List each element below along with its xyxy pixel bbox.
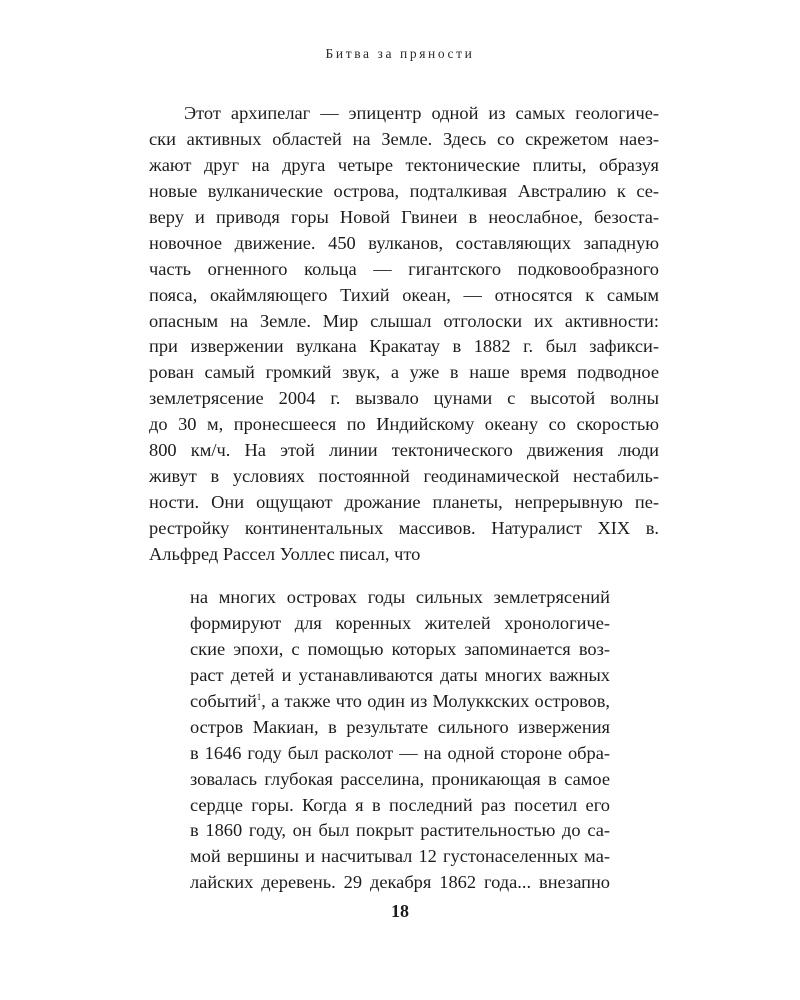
main-paragraph [149, 101, 659, 568]
quote-line: мой вершины и насчитывал 12 густонаселенных ма- [190, 846, 610, 867]
text-line: ски активных областей на Земле. Здесь со скрежетом наез- [149, 128, 659, 149]
quote-line: лайских деревень. 29 декабря 1862 года... внезапно [190, 872, 610, 893]
text-line: землетрясение 2004 г. вызвало цунами с высотой волны [149, 388, 659, 409]
text-line: новые вулканические острова, подталкивая Австралию к се- [149, 180, 659, 201]
footnote-marker[interactable]: 1 [256, 691, 262, 702]
text-line: новочное движение. 450 вулканов, составляющих западную [149, 232, 659, 253]
quote-line [190, 689, 610, 715]
quote-line: на многих островах годы сильных землетрясений [190, 587, 610, 607]
text-line: ности. Они ощущают дрожание планеты, непрерывную пе- [149, 492, 659, 513]
quote-line: ские эпохи, с помощью которых запоминается воз- [190, 638, 610, 659]
quote-line: сердце горы. Когда я в последний раз посетил его [190, 794, 610, 815]
quote-line: зовалась глубокая расселина, проникающая в самое [190, 768, 610, 789]
text-line: до 30 м, пронесшееся по Индийскому океану со скоростью [149, 414, 659, 435]
text-line: Альфред Рассел Уоллес писал, что [149, 543, 421, 564]
text-line: пояса, окаймляющего Тихий океан, — относятся к самым [149, 284, 659, 305]
text-line: рован самый громкий звук, а уже в наше время подводное [149, 362, 659, 383]
text-line: живут в условиях постоянной геодинамической нестабиль- [149, 466, 659, 487]
text-line: Этот архипелаг — эпицентр одной из самых геологиче- [184, 103, 659, 123]
quote-line: раст детей и устанавливаются даты многих важных [190, 664, 610, 685]
text-line: рестройку континентальных массивов. Натуралист XIX в. [149, 518, 659, 538]
text-line: часть огненного кольца — гигантского подковообразного [149, 258, 659, 279]
quote-text-before-note: событий [190, 690, 257, 711]
quote-line: в 1860 году, он был покрыт растительностью до са- [190, 820, 610, 841]
block-quote [190, 585, 610, 896]
running-head: Битва за пряности [325, 46, 475, 61]
quote-line: в 1646 году был расколот — на одной стороне обра- [190, 742, 610, 763]
text-line: жают друг на друга четыре тектонические плиты, образуя [149, 154, 659, 175]
quote-line: формируют для коренных жителей хронологиче- [190, 612, 610, 633]
text-line: опасным на Земле. Мир слышал отголоски их активности: [149, 310, 659, 331]
text-line: при извержении вулкана Кракатау в 1882 г. был зафикси- [149, 336, 659, 357]
text-line: 800 км/ч. На этой линии тектонического движения люди [149, 440, 659, 461]
text-line: веру и приводя горы Новой Гвинеи в неослабное, безоста- [149, 206, 659, 227]
quote-text-after-note: , а также что один из Молуккских островов, [261, 690, 610, 711]
quote-line: остров Макиан, в результате сильного извержения [190, 716, 610, 737]
page-number: 18 [391, 901, 409, 921]
